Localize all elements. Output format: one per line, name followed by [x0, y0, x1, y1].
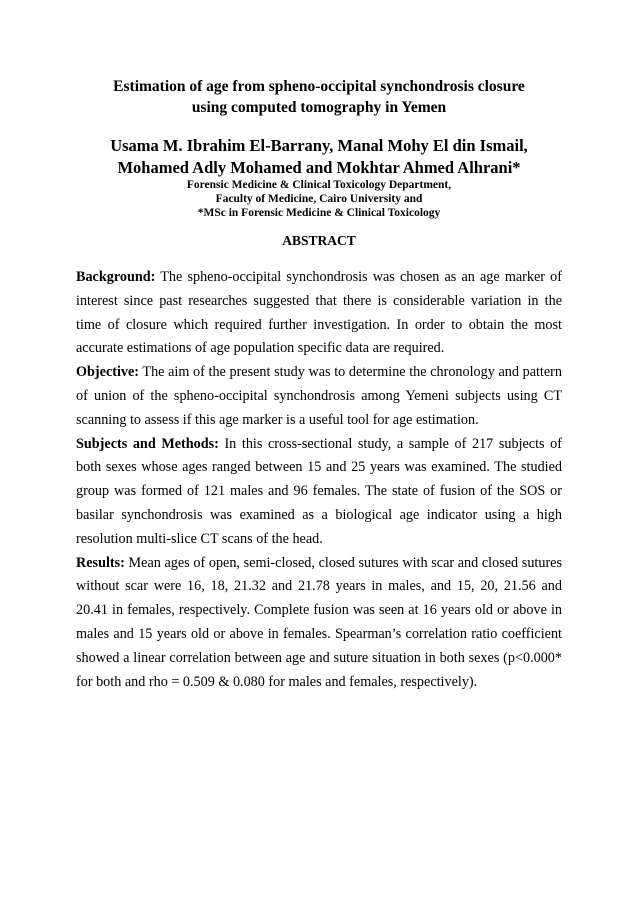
author-list: [60, 135, 578, 179]
methods-label: Subjects and Methods:: [76, 435, 219, 452]
abstract-background: [76, 266, 562, 361]
title-line-2: using computed tomography in Yemen: [191, 99, 447, 116]
objective-label: Objective:: [76, 364, 140, 381]
abstract-objective: [76, 361, 562, 432]
abstract-heading: ABSTRACT: [282, 233, 356, 248]
affiliation-line-2: Faculty of Medicine, Cairo University and: [215, 193, 423, 205]
title-line-1: Estimation of age from spheno-occipital synchondrosis closure: [113, 78, 525, 95]
methods-text: In this cross-sectional study, a sample of 217 subjects of both sexes whose ages ranged between 15 and 25 years was examined. The studied group was formed of 121 males and 96 females. The state of fusion of the SOS or basilar synchondrosis was examined as a biological age indicator using a high resolution multi-slice CT scans of the head.: [76, 435, 562, 547]
authors-line-2: Mohamed Adly Mohamed and Mokhtar Ahmed Alhrani*: [117, 158, 521, 177]
results-label: Results:: [76, 554, 125, 571]
background-text: The spheno-occipital synchondrosis was chosen as an age marker of interest since past researches suggested that there is considerable variation in the time of closure which required further investigation. In order to obtain the most accurate estimations of age population specific data are required.: [76, 269, 562, 357]
abstract-body: [76, 266, 562, 694]
results-text: Mean ages of open, semi-closed, closed sutures with scar and closed sutures without scar were 16, 18, 21.32 and 21.78 years in males, and 15, 20, 21.56 and 20.41 in females, respectively. Complete fusion was seen at 16 years old or above in males and 15 years old or above in females. Spearman’s correlation ratio coefficient showed a linear correlation between age and suture situation in both sexes (p<0.000* for both and rho = 0.509 & 0.080 for males and females, respectively).: [76, 554, 562, 690]
affiliation: [60, 178, 578, 220]
paper-title: [60, 76, 578, 118]
authors-line-1: Usama M. Ibrahim El-Barrany, Manal Mohy El din Ismail,: [110, 136, 528, 155]
affiliation-line-3: *MSc in Forensic Medicine & Clinical Toxicology: [197, 207, 441, 219]
background-label: Background:: [76, 269, 156, 285]
affiliation-line-1: Forensic Medicine & Clinical Toxicology Department,: [186, 179, 452, 191]
objective-text: The aim of the present study was to determine the chronology and pattern of union of the spheno-occipital synchondrosis among Yemeni subjects using CT scanning to assess if this age marker is a useful tool for age estimation.: [76, 364, 562, 428]
abstract-methods: [76, 433, 562, 552]
abstract-results: [76, 552, 562, 695]
